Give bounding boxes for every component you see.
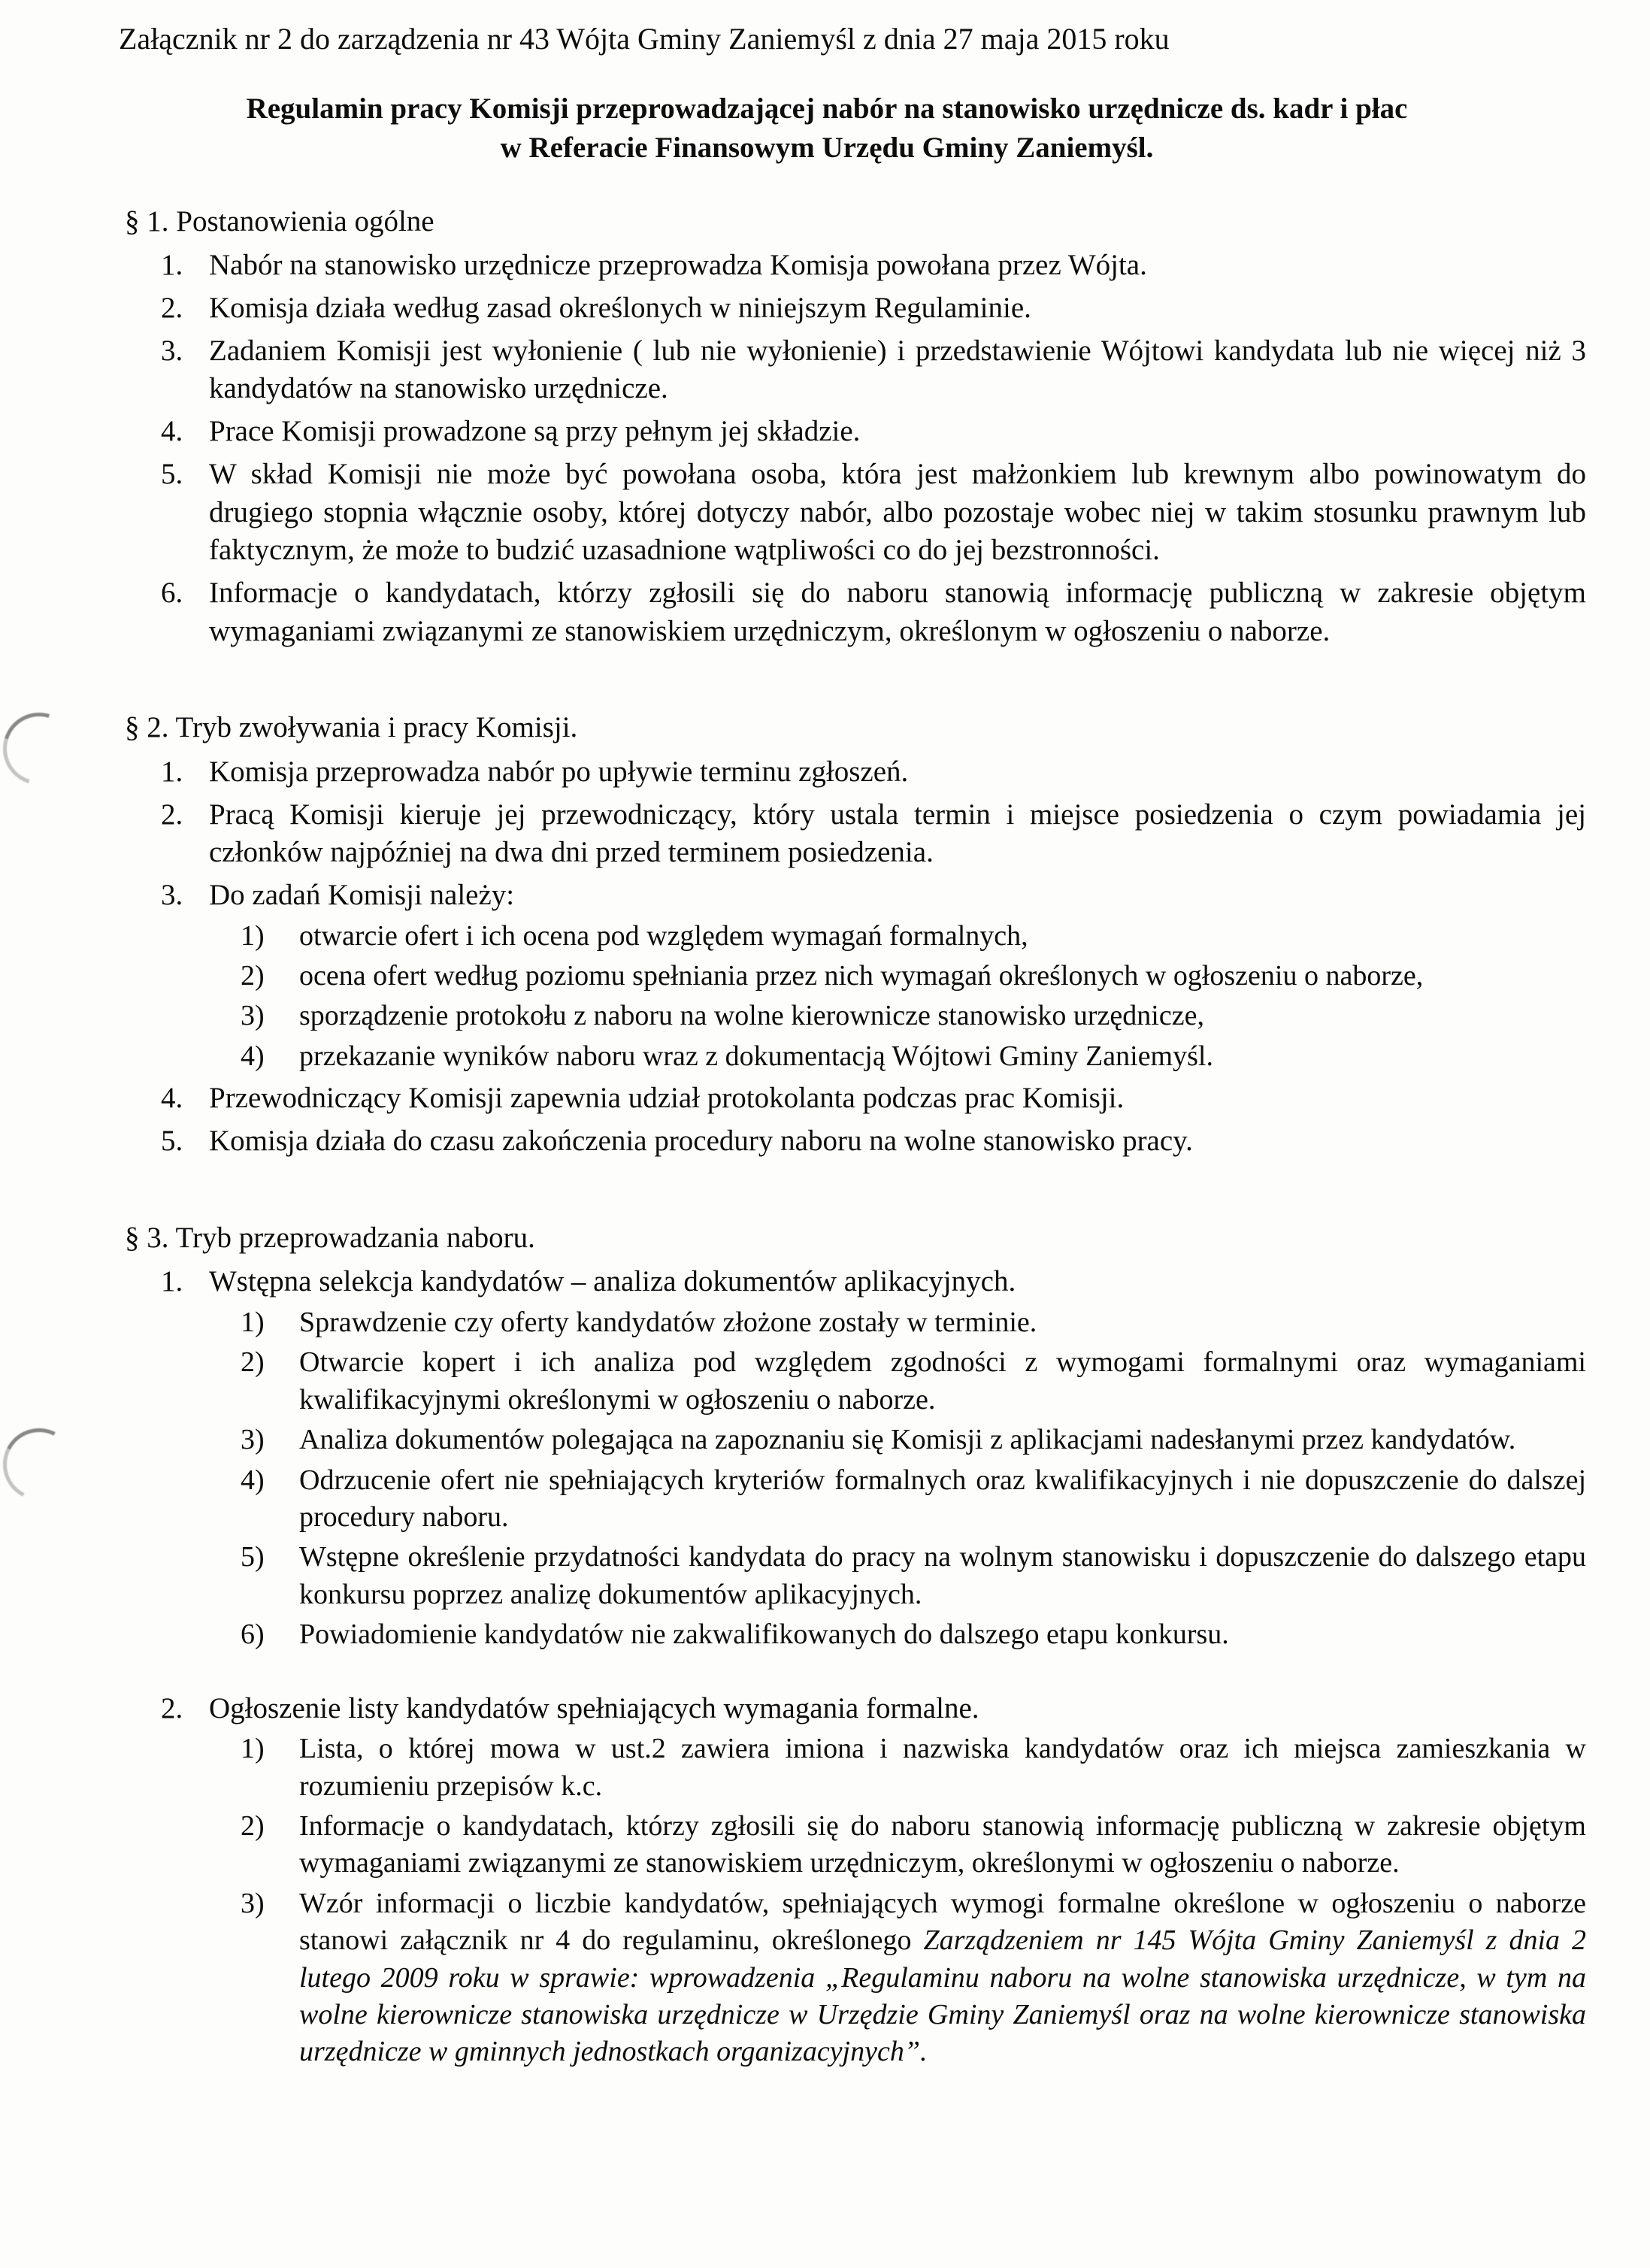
list-item-text: Informacje o kandydatach, którzy zgłosili się do naboru stanowią informację publiczną w zakresie objętym wymaganiami związanymi ze stanowiskiem urzędniczym, określonym w ogłoszeniu o naborze. xyxy=(209,576,1586,647)
sub-list-marker: 3) xyxy=(241,1887,265,1919)
sub-list-item xyxy=(209,1462,1586,1537)
list-item-text: Prace Komisji prowadzone są przy pełnym jej składzie. xyxy=(209,415,861,448)
sub-list-item xyxy=(209,1304,1586,1341)
sub-list-item-text: Informacje o kandydatach, którzy zgłosili się do naboru stanowią informację publiczną w zakresie objętym wymaganiami związanymi ze stanowiskiem urzędniczym, określonymi w ogłoszeniu o naborze. xyxy=(299,1809,1586,1879)
sub-list-marker: 5) xyxy=(241,1541,265,1573)
sub-list-marker: 2) xyxy=(241,1346,265,1379)
sub-list-marker: 4) xyxy=(241,1040,265,1072)
list-item xyxy=(113,1122,1586,1161)
sub-list-item xyxy=(209,918,1586,955)
sub-list-item-text: Wstępne określenie przydatności kandydata do pracy na wolnym stanowisku i dopuszczenie do dalszego etapu konkursu poprzez analizę dokumentów aplikacyjnych. xyxy=(299,1541,1586,1610)
list-item xyxy=(113,332,1586,408)
document-content xyxy=(113,0,1586,2071)
list-marker: 3. xyxy=(161,334,183,367)
page-title xyxy=(113,89,1586,168)
section-3-item-1-sublist xyxy=(209,1304,1586,1654)
list-item xyxy=(113,1690,1586,2071)
sub-list-item xyxy=(209,998,1586,1034)
list-item xyxy=(113,574,1586,650)
section-3 xyxy=(113,1219,1586,2071)
sub-list-item-text-italic: Zarządzeniem nr 145 Wójta Gminy Zaniemyśl z dnia 2 lutego 2009 roku w sprawie: wprowadzenia „Regulaminu naboru na wolne stanowiska urzędnicze, w tym na wolne kierownicze stanowiska urzędnicze w Urzędzie Gminy Zaniemyśl oraz na wolne kierownicze stanowiska urzędnicze w gminnych jednostkach organizacyjnych”. xyxy=(299,1924,1586,2068)
list-item-text: W skład Komisji nie może być powołana osoba, która jest małżonkiem lub krewnym albo powinowatym do drugiego stopnia włącznie osoby, której dotyczy nabór, albo pozostaje wobec niej w takim stosunku prawnym lub faktycznym, że może to budzić uzasadnione wątpliwości co do jej bezstronności. xyxy=(209,457,1586,567)
page-title-line-2: w Referacie Finansowym Urzędu Gminy Zaniemyśl. xyxy=(500,132,1154,165)
sub-list-item xyxy=(209,1731,1586,1805)
sub-list-item-text: Odrzucenie ofert nie spełniających kryteriów formalnych oraz kwalifikacyjnych i nie dopuszczenie do dalszej procedury naboru. xyxy=(299,1464,1586,1533)
page-title-line-1: Regulamin pracy Komisji przeprowadzającej nabór na stanowisko urzędnicze ds. kadr i płac xyxy=(246,92,1408,126)
section-3-heading: § 3. Tryb przeprowadzania naboru. xyxy=(125,1221,535,1254)
list-marker: 1. xyxy=(161,755,183,788)
sub-list-marker: 3) xyxy=(241,1424,265,1456)
section-1-heading: § 1. Postanowienia ogólne xyxy=(125,204,434,238)
list-item xyxy=(113,247,1586,285)
sub-list-item-text-plain: Wzór informacji o liczbie kandydatów, spełniających wymogi formalne określone w ogłoszeniu o naborze stanowi załącznik nr 4 do regulaminu, określonego xyxy=(299,1887,1586,1957)
attachment-header-line: Załącznik nr 2 do zarządzenia nr 43 Wójta Gminy Zaniemyśl z dnia 27 maja 2015 roku xyxy=(119,22,1170,56)
section-2-item-3-sublist xyxy=(209,918,1586,1076)
list-item xyxy=(113,1263,1586,1653)
sub-list-item xyxy=(209,1344,1586,1419)
section-3-item-2-sublist xyxy=(209,1731,1586,2071)
list-marker: 1. xyxy=(161,249,183,282)
list-marker: 5. xyxy=(161,1124,183,1157)
sub-list-marker: 6) xyxy=(241,1618,265,1651)
list-item xyxy=(113,413,1586,451)
list-item-text: Komisja działa do czasu zakończenia procedury naboru na wolne stanowisko pracy. xyxy=(209,1124,1193,1157)
section-1-list xyxy=(113,247,1586,650)
list-item-text: Komisja przeprowadza nabór po upływie terminu zgłoszeń. xyxy=(209,755,909,788)
sub-list-item-text: ocena ofert według poziomu spełniania przez nich wymagań określonych w ogłoszeniu o naborze, xyxy=(299,960,1424,992)
hole-punch-mark-bottom xyxy=(0,1419,84,1510)
sub-list-item xyxy=(209,1885,1586,2071)
sub-list-marker: 1) xyxy=(241,1307,265,1338)
list-item-text: Zadaniem Komisji jest wyłonienie ( lub nie wyłonienie) i przedstawienie Wójtowi kandydata lub nie więcej niż 3 kandydatów na stanowisko urzędnicze. xyxy=(209,334,1586,405)
list-item-text: Przewodniczący Komisji zapewnia udział protokolanta podczas prac Komisji. xyxy=(209,1082,1125,1115)
sub-list-item xyxy=(209,1038,1586,1075)
list-marker: 5. xyxy=(161,457,183,490)
list-item xyxy=(113,796,1586,872)
list-item xyxy=(113,753,1586,792)
sub-list-item-text: sporządzenie protokołu z naboru na wolne kierownicze stanowisko urzędnicze, xyxy=(299,1000,1204,1032)
sub-list-marker: 3) xyxy=(241,1000,265,1032)
sub-list-item xyxy=(209,1539,1586,1613)
section-3-list xyxy=(113,1263,1586,2070)
list-item-text: Ogłoszenie listy kandydatów spełniających wymagania formalne. xyxy=(209,1691,979,1724)
list-item xyxy=(113,289,1586,328)
list-marker: 1. xyxy=(161,1265,183,1298)
list-marker: 4. xyxy=(161,1082,183,1115)
section-2-heading: § 2. Tryb zwoływania i pracy Komisji. xyxy=(125,711,578,744)
list-marker: 2. xyxy=(161,1691,183,1724)
sub-list-item-text: Sprawdzenie czy oferty kandydatów złożone zostały w terminie. xyxy=(299,1307,1037,1338)
sub-list-item-text: Analiza dokumentów polegająca na zapoznaniu się Komisji z aplikacjami nadesłanymi przez kandydatów. xyxy=(299,1424,1516,1456)
section-2 xyxy=(113,709,1586,1160)
sub-list-marker: 1) xyxy=(241,1733,265,1765)
list-marker: 2. xyxy=(161,798,183,831)
list-item xyxy=(113,1079,1586,1118)
list-item-text: Komisja działa według zasad określonych w niniejszym Regulaminie. xyxy=(209,292,1031,325)
list-marker: 2. xyxy=(161,292,183,325)
sub-list-item-text: Lista, o której mowa w ust.2 zawiera imiona i nazwiska kandydatów oraz ich miejsca zamieszkania w rozumieniu przepisów k.c. xyxy=(299,1733,1586,1802)
list-marker: 4. xyxy=(161,415,183,448)
hole-punch-mark-top xyxy=(0,700,88,798)
list-marker: 3. xyxy=(161,879,183,911)
sub-list-item xyxy=(209,1422,1586,1458)
list-item-text: Pracą Komisji kieruje jej przewodniczący, który ustala termin i miejsce posiedzenia o czym powiadamia jej członków najpóźniej na dwa dni przed terminem posiedzenia. xyxy=(209,798,1586,869)
list-item xyxy=(113,877,1586,1075)
list-item-text: Wstępna selekcja kandydatów – analiza dokumentów aplikacyjnych. xyxy=(209,1265,1016,1298)
sub-list-marker: 4) xyxy=(241,1464,265,1496)
sub-list-marker: 1) xyxy=(241,919,265,952)
sub-list-item xyxy=(209,1808,1586,1882)
list-item xyxy=(113,456,1586,570)
sub-list-item-text: otwarcie ofert i ich ocena pod względem wymagań formalnych, xyxy=(299,919,1028,952)
sub-list-item-text: przekazanie wyników naboru wraz z dokumentacją Wójtowi Gminy Zaniemyśl. xyxy=(299,1040,1213,1072)
sub-list-item xyxy=(209,1616,1586,1653)
sub-list-marker: 2) xyxy=(241,960,265,992)
list-item-text: Nabór na stanowisko urzędnicze przeprowadza Komisja powołana przez Wójta. xyxy=(209,249,1147,282)
list-marker: 6. xyxy=(161,576,183,609)
sub-list-item-text: Otwarcie kopert i ich analiza pod względem zgodności z wymogami formalnymi oraz wymaganiami kwalifikacyjnymi określonymi w ogłoszeniu o naborze. xyxy=(299,1346,1586,1416)
sub-list-item-text: Powiadomienie kandydatów nie zakwalifikowanych do dalszego etapu konkursu. xyxy=(299,1618,1229,1651)
section-1 xyxy=(113,203,1586,651)
section-2-list xyxy=(113,753,1586,1161)
sub-list-marker: 2) xyxy=(241,1809,265,1842)
sub-list-item xyxy=(209,958,1586,995)
list-item-text: Do zadań Komisji należy: xyxy=(209,879,515,911)
